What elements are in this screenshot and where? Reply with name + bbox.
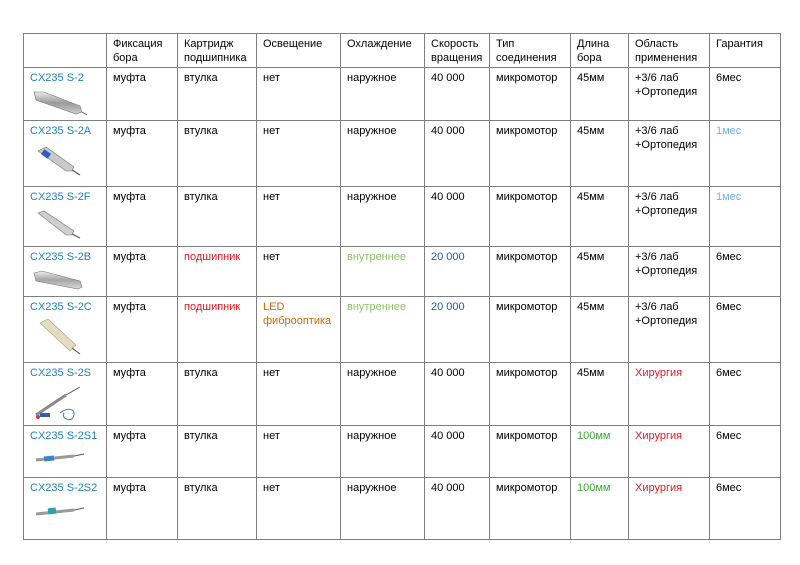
length-cell: 100мм xyxy=(571,478,629,540)
table-row xyxy=(24,187,781,247)
fixation-cell: муфта xyxy=(107,426,178,478)
area-cell: Хирургия xyxy=(629,363,710,426)
fixation-cell: муфта xyxy=(107,363,178,426)
area-cell: +3/6 лаб +Ортопедия xyxy=(629,121,710,187)
model-name: CX235 S-2S1 xyxy=(30,430,98,442)
model-cell xyxy=(24,247,107,297)
table-row xyxy=(24,297,781,363)
table-row xyxy=(24,426,781,478)
fiber-optic-handpiece-icon xyxy=(30,317,88,355)
cartridge-cell: подшипник xyxy=(178,247,257,297)
model-cell xyxy=(24,297,107,363)
fixation-cell: муфта xyxy=(107,247,178,297)
header-cell-speed: Скорость вращения xyxy=(425,34,490,68)
connection-cell: микромотор xyxy=(490,426,571,478)
cooling-cell: внутреннее xyxy=(341,297,425,363)
length-cell: 100мм xyxy=(571,426,629,478)
warranty-cell: 6мес xyxy=(710,68,781,121)
table-row xyxy=(24,121,781,187)
area-cell: Хирургия xyxy=(629,426,710,478)
fixation-cell: муфта xyxy=(107,121,178,187)
model-cell xyxy=(24,478,107,540)
area-cell: Хирургия xyxy=(629,478,710,540)
light-cell: нет xyxy=(257,478,341,540)
light-cell: нет xyxy=(257,121,341,187)
length-cell: 45мм xyxy=(571,121,629,187)
warranty-cell: 1мес xyxy=(710,121,781,187)
connection-cell: микромотор xyxy=(490,297,571,363)
cooling-cell: наружное xyxy=(341,478,425,540)
straight-handpiece-blue-ring-icon xyxy=(30,141,88,177)
area-cell: +3/6 лаб +Ортопедия xyxy=(629,247,710,297)
connection-cell: микромотор xyxy=(490,363,571,426)
straight-handpiece-icon xyxy=(30,267,88,293)
light-cell: нет xyxy=(257,247,341,297)
area-cell: +3/6 лаб +Ортопедия xyxy=(629,187,710,247)
cooling-cell: внутреннее xyxy=(341,247,425,297)
long-surgical-handpiece-icon xyxy=(30,446,88,466)
model-cell xyxy=(24,68,107,121)
table-row xyxy=(24,363,781,426)
header-cell-cartridge: Картридж подшипника xyxy=(178,34,257,68)
model-name: CX235 S-2S2 xyxy=(30,482,98,494)
warranty-cell: 6мес xyxy=(710,478,781,540)
header-cell-cooling: Охлаждение xyxy=(341,34,425,68)
light-cell: LED фиброоптика xyxy=(257,297,341,363)
length-cell: 45мм xyxy=(571,187,629,247)
cooling-cell: наружное xyxy=(341,187,425,247)
warranty-cell: 6мес xyxy=(710,426,781,478)
area-cell: +3/6 лаб +Ортопедия xyxy=(629,68,710,121)
speed-cell: 40 000 xyxy=(425,478,490,540)
model-name: CX235 S-2F xyxy=(30,191,91,203)
cooling-cell: наружное xyxy=(341,68,425,121)
header-cell-length: Длина бора xyxy=(571,34,629,68)
speed-cell: 40 000 xyxy=(425,121,490,187)
cooling-cell: наружное xyxy=(341,363,425,426)
header-cell-fixation: Фиксация бора xyxy=(107,34,178,68)
cartridge-cell: втулка xyxy=(178,121,257,187)
light-cell: нет xyxy=(257,363,341,426)
connection-cell: микромотор xyxy=(490,247,571,297)
straight-handpiece-icon xyxy=(30,207,88,239)
table-row xyxy=(24,247,781,297)
warranty-cell: 6мес xyxy=(710,363,781,426)
model-cell xyxy=(24,363,107,426)
connection-cell: микромотор xyxy=(490,121,571,187)
model-name: CX235 S-2A xyxy=(30,125,92,137)
header-cell-warranty: Гарантия xyxy=(710,34,781,68)
cartridge-cell: подшипник xyxy=(178,297,257,363)
cooling-cell: наружное xyxy=(341,121,425,187)
cartridge-cell: втулка xyxy=(178,68,257,121)
cartridge-cell: втулка xyxy=(178,478,257,540)
header-row xyxy=(24,34,781,68)
speed-cell: 40 000 xyxy=(425,68,490,121)
model-cell xyxy=(24,121,107,187)
speed-cell: 40 000 xyxy=(425,426,490,478)
long-surgical-handpiece-icon xyxy=(30,498,88,522)
connection-cell: микромотор xyxy=(490,68,571,121)
straight-handpiece-icon xyxy=(30,88,88,118)
speed-cell: 40 000 xyxy=(425,187,490,247)
speed-cell: 20 000 xyxy=(425,247,490,297)
speed-cell: 40 000 xyxy=(425,363,490,426)
model-cell xyxy=(24,187,107,247)
cartridge-cell: втулка xyxy=(178,426,257,478)
header-cell-light: Освещение xyxy=(257,34,341,68)
connection-cell: микромотор xyxy=(490,478,571,540)
model-cell xyxy=(24,426,107,478)
length-cell: 45мм xyxy=(571,247,629,297)
light-cell: нет xyxy=(257,426,341,478)
light-cell: нет xyxy=(257,187,341,247)
warranty-cell: 6мес xyxy=(710,297,781,363)
speed-cell: 20 000 xyxy=(425,297,490,363)
fixation-cell: муфта xyxy=(107,187,178,247)
warranty-cell: 1мес xyxy=(710,187,781,247)
fixation-cell: муфта xyxy=(107,478,178,540)
model-name: CX235 S-2 xyxy=(30,72,84,84)
cooling-cell: наружное xyxy=(341,426,425,478)
header-cell-connection: Тип соединения xyxy=(490,34,571,68)
area-cell: +3/6 лаб +Ортопедия xyxy=(629,297,710,363)
cartridge-cell: втулка xyxy=(178,363,257,426)
fixation-cell: муфта xyxy=(107,297,178,363)
table-row xyxy=(24,478,781,540)
length-cell: 45мм xyxy=(571,363,629,426)
spec-table xyxy=(23,33,781,540)
model-name: CX235 S-2C xyxy=(30,301,92,313)
cartridge-cell: втулка xyxy=(178,187,257,247)
table-row xyxy=(24,68,781,121)
warranty-cell: 6мес xyxy=(710,247,781,297)
length-cell: 45мм xyxy=(571,297,629,363)
model-name: CX235 S-2B xyxy=(30,251,92,263)
length-cell: 45мм xyxy=(571,68,629,121)
header-cell-image xyxy=(24,34,107,68)
connection-cell: микромотор xyxy=(490,187,571,247)
header-cell-area: Область применения xyxy=(629,34,710,68)
model-name: CX235 S-2S xyxy=(30,367,92,379)
fixation-cell: муфта xyxy=(107,68,178,121)
light-cell: нет xyxy=(257,68,341,121)
surgical-handpiece-set-icon xyxy=(30,383,88,421)
